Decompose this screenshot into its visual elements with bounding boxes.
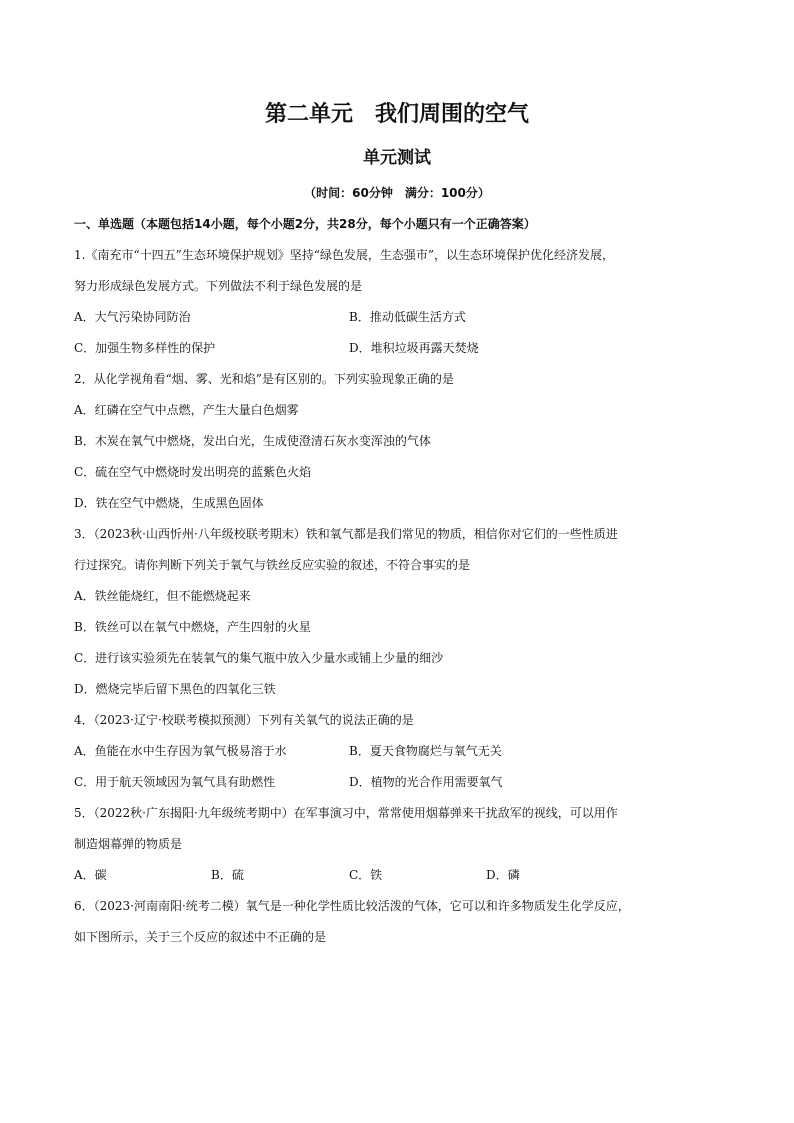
question-5-line-2: 制造烟幕弹的物质是 — [74, 837, 183, 851]
question-4-option-d: D．植物的光合作用需要氧气 — [349, 775, 503, 789]
question-5-option-a: A．碳 — [74, 868, 107, 882]
question-1-option-d: D．堆积垃圾再露天焚烧 — [349, 341, 479, 355]
question-1-option-c: C．加强生物多样性的保护 — [74, 341, 216, 355]
question-1-option-a: A．大气污染协同防治 — [74, 310, 191, 324]
question-5-option-c: C．铁 — [349, 868, 383, 882]
question-3-option-c: C．进行该实验须先在装氧气的集气瓶中放入少量水或铺上少量的细沙 — [74, 651, 444, 665]
page-subtitle: 单元测试 — [363, 148, 431, 168]
section-heading: 一、单选题（本题包括14小题，每个小题2分，共28分，每个小题只有一个正确答案） — [74, 217, 536, 231]
questions-body — [74, 246, 734, 959]
question-4-options-row-1 — [74, 742, 734, 773]
question-4-options-row-2 — [74, 773, 734, 804]
question-1-options-row-2 — [74, 339, 734, 370]
question-6-line-1: 6．（2023·河南南阳·统考二模）氧气是一种化学性质比较活泼的气体，它可以和许多物质发生化学反应， — [74, 899, 630, 913]
question-2-line-1: 2．从化学视角看“烟、雾、光和焰”是有区别的。下列实验现象正确的是 — [74, 372, 454, 386]
title-topic: 我们周围的空气 — [375, 102, 530, 127]
question-4-option-c: C．用于航天领域因为氧气具有助燃性 — [74, 775, 276, 789]
question-5-option-b: B．硫 — [211, 868, 244, 882]
question-2-option-a: A．红磷在空气中点燃，产生大量白色烟雾 — [74, 403, 299, 417]
question-1-line-1: 1.《南充市“十四五”生态环境保护规划》坚持“绿色发展，生态强市”，以生态环境保护优化经济发展， — [74, 248, 614, 262]
question-5-options-row — [74, 866, 734, 897]
title-unit: 第二单元 — [264, 102, 353, 127]
exam-meta: （时间：60分钟 满分：100分） — [304, 186, 490, 200]
question-4-option-a: A．鱼能在水中生存因为氧气极易溶于水 — [74, 744, 287, 758]
question-2-option-d: D．铁在空气中燃烧，生成黑色固体 — [74, 496, 264, 510]
question-3-line-2: 行过探究。请你判断下列关于氧气与铁丝反应实验的叙述，不符合事实的是 — [74, 558, 471, 572]
question-1-line-2: 努力形成绿色发展方式。下列做法不利于绿色发展的是 — [74, 279, 363, 293]
question-5-line-1: 5．（2022秋·广东揭阳·九年级统考期中）在军事演习中，常常使用烟幕弹来干扰敌军的视线，可以用作 — [74, 806, 618, 820]
question-4-option-b: B．夏天食物腐烂与氧气无关 — [349, 744, 502, 758]
question-6-line-2: 如下图所示，关于三个反应的叙述中不正确的是 — [74, 930, 327, 944]
question-2-option-c: C．硫在空气中燃烧时发出明亮的蓝紫色火焰 — [74, 465, 312, 479]
question-3-option-d: D．燃烧完毕后留下黑色的四氧化三铁 — [74, 682, 276, 696]
question-3-line-1: 3．（2023秋·山西忻州·八年级校联考期末）铁和氧气都是我们常见的物质，相信你对它们的一些性质进 — [74, 527, 618, 541]
question-3-option-a: A．铁丝能烧红，但不能燃烧起来 — [74, 589, 251, 603]
question-1-options-row-1 — [74, 308, 734, 339]
question-1-option-b: B．推动低碳生活方式 — [349, 310, 466, 324]
question-4-line-1: 4．（2023·辽宁·校联考模拟预测）下列有关氧气的说法正确的是 — [74, 713, 414, 727]
question-3-option-b: B．铁丝可以在氧气中燃烧，产生四射的火星 — [74, 620, 311, 634]
question-2-option-b: B．木炭在氧气中燃烧，发出白光，生成使澄清石灰水变浑浊的气体 — [74, 434, 431, 448]
page-title — [0, 100, 794, 130]
question-5-option-d: D．磷 — [486, 868, 520, 882]
